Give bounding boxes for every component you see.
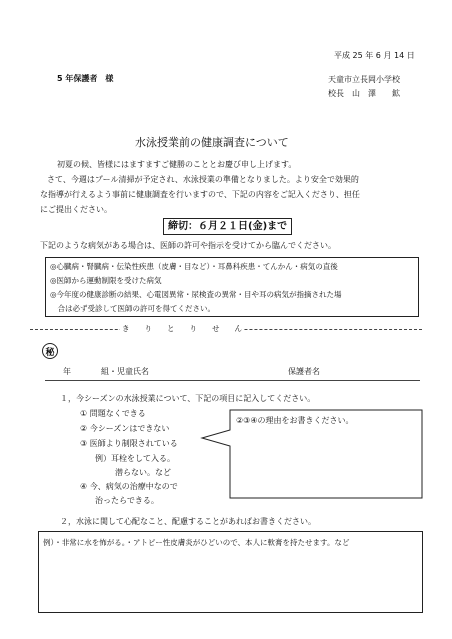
intro-line-1: 初夏の候、皆様にはますますご健勝のこととお慶び申し上げます。 xyxy=(57,160,297,169)
health-note: 下記のような病気がある場合は、医師の許可や指示を受けてから臨んでください。 xyxy=(40,241,336,250)
option-4-cont: 治ったらできる。 xyxy=(95,496,159,505)
guardian-label: 保護者名 xyxy=(288,367,320,376)
intro-line-4: にご提出ください。 xyxy=(40,205,112,214)
option-3: ③ 医師より制限されている xyxy=(80,439,178,448)
intro-line-3: な指導が行えるよう事前に健康調査を行いますので、下記の内容をご記入くださり、担任 xyxy=(40,190,360,199)
condition-4: 合は必ず受診して医師の許可を得てください。 xyxy=(50,304,215,313)
conditions-box xyxy=(45,257,419,317)
concerns-example: 例）・非常に水を怖がる。・アトピー性皮膚炎がひどいので、本人に軟膏を持たせます。など xyxy=(43,538,350,547)
condition-2: ◎医師から運動制限を受けた病気 xyxy=(50,276,162,285)
school-name: 天童市立長岡小学校 xyxy=(328,75,400,84)
question-2: ２，水泳に関して心配なこと、配慮することがあればお書きください。 xyxy=(60,517,316,526)
class-name-label: 組・児童氏名 xyxy=(101,367,149,376)
cut-line-text: き り と り せ ん xyxy=(122,324,242,333)
question-1: １，今シーズンの水泳授業について、下記の項目に記入してください。 xyxy=(60,394,316,403)
option-3-example-1: 例）耳栓をして入る。 xyxy=(95,454,175,463)
condition-3: ◎今年度の健康診断の結果、心電図異常・尿検査の異常・目や耳の病気が指摘された場 xyxy=(50,290,342,299)
option-1: ① 問題なくできる xyxy=(80,409,146,418)
option-3-example-2: 潜らない。など xyxy=(115,468,171,477)
condition-1: ◎心臓病・腎臓病・伝染性疾患（皮膚・目など）・耳鼻科疾患・てんかん・病気の直後 xyxy=(50,262,338,271)
confidential-seal: 秘 xyxy=(42,343,58,359)
document-title: 水泳授業前の健康調査について xyxy=(135,136,289,149)
principal-name: 校長 山 澤 鉱 xyxy=(328,89,400,98)
recipient: 5 年保護者 様 xyxy=(57,74,114,83)
intro-line-2: さて、今週はプール清掃が予定され、水泳授業の準備となりました。より安全で効果的 xyxy=(47,175,359,184)
option-4: ④ 今、病気の治療中なので xyxy=(80,482,178,491)
concerns-answer-box[interactable] xyxy=(38,531,423,613)
issue-date: 平成 25 年 6 月 14 日 xyxy=(334,51,415,60)
name-row-line xyxy=(45,380,420,381)
year-label: 年 xyxy=(63,367,71,376)
reason-prompt: ②③④の理由をお書きください。 xyxy=(236,416,354,425)
option-2: ② 今シーズンはできない xyxy=(80,424,170,433)
deadline-badge: 締切：６月２１日(金)まで xyxy=(163,218,292,235)
